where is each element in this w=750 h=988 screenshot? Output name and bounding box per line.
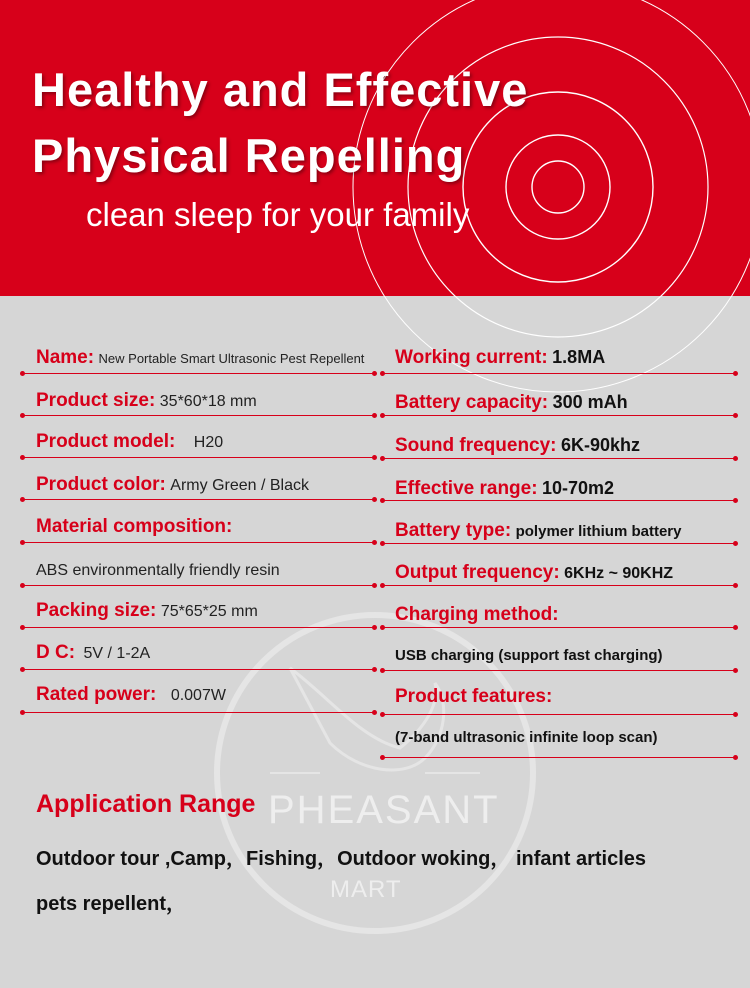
spec-label: Product features:: [395, 686, 553, 707]
application-range-title: Application Range: [36, 790, 256, 818]
spec-label: Product size:: [36, 390, 156, 411]
spec-label: Packing size:: [36, 600, 157, 621]
spec-value: 0.007W: [170, 687, 226, 704]
spec-charging-value: [395, 647, 663, 665]
divider-dot: [733, 541, 738, 546]
divider: [22, 499, 376, 500]
spec-label: D C:: [36, 642, 76, 663]
spec-charging-label: [395, 604, 559, 626]
divider-dot: [733, 625, 738, 630]
divider-dot: [380, 625, 385, 630]
spec-label: Battery type:: [395, 520, 512, 541]
divider: [22, 585, 376, 586]
spec-label: Name:: [36, 347, 95, 368]
spec-rated-power: [36, 684, 226, 706]
divider: [22, 669, 376, 670]
spec-value: Army Green / Black: [170, 477, 309, 494]
divider: [382, 500, 736, 501]
spec-label: Sound frequency:: [395, 435, 557, 456]
divider: [382, 757, 736, 758]
divider-dot: [20, 583, 25, 588]
headline-line-2: Physical Repelling: [32, 129, 466, 182]
spec-battery-capacity: [395, 392, 628, 414]
divider-dot: [20, 371, 25, 376]
spec-value: H20: [193, 434, 224, 451]
spec-label: Rated power:: [36, 684, 157, 705]
spec-label: Output frequency:: [395, 562, 560, 583]
spec-label: Product model:: [36, 431, 176, 452]
spec-value: polymer lithium battery: [515, 523, 682, 540]
divider-dot: [20, 413, 25, 418]
spec-label: Working current:: [395, 347, 548, 368]
divider: [382, 714, 736, 715]
divider-dot: [372, 583, 377, 588]
spec-label: Battery capacity:: [395, 392, 549, 413]
watermark-sub: MART: [330, 876, 402, 903]
divider-dot: [20, 625, 25, 630]
spec-material-value: [36, 562, 280, 580]
divider: [22, 712, 376, 713]
divider-dot: [20, 455, 25, 460]
spec-value: ABS environmentally friendly resin: [36, 562, 280, 579]
spec-value: 35*60*18 mm: [159, 393, 257, 410]
divider-dot: [20, 497, 25, 502]
spec-product-color: [36, 474, 309, 496]
headline-line-1: Healthy and Effective: [32, 63, 529, 116]
application-range-line-1: Outdoor tour ,Camp，Fishing，Outdoor woking， infant articles: [36, 848, 646, 870]
divider: [22, 415, 376, 416]
spec-value: 300 mAh: [552, 392, 628, 412]
divider-dot: [380, 668, 385, 673]
spec-dc: [36, 642, 150, 664]
divider-dot: [380, 583, 385, 588]
spec-material-label: [36, 516, 232, 538]
spec-label: Effective range:: [395, 478, 538, 499]
divider-dot: [372, 413, 377, 418]
divider-dot: [372, 710, 377, 715]
divider-dot: [380, 498, 385, 503]
divider-dot: [372, 540, 377, 545]
spec-value: New Portable Smart Ultrasonic Pest Repellent: [98, 351, 365, 366]
divider-dot: [20, 540, 25, 545]
divider-dot: [733, 371, 738, 376]
divider-dot: [733, 413, 738, 418]
spec-value: 10-70m2: [542, 478, 615, 498]
divider-dot: [372, 497, 377, 502]
divider-dot: [733, 498, 738, 503]
divider-dot: [372, 667, 377, 672]
divider-dot: [733, 583, 738, 588]
divider: [382, 585, 736, 586]
spec-packing-size: [36, 600, 258, 622]
spec-sound-frequency: [395, 435, 640, 457]
divider: [22, 542, 376, 543]
divider-dot: [380, 712, 385, 717]
spec-battery-type: [395, 520, 681, 542]
spec-label: Product color:: [36, 474, 166, 495]
divider-dot: [380, 413, 385, 418]
divider: [382, 670, 736, 671]
divider: [22, 373, 376, 374]
spec-working-current: [395, 347, 605, 369]
divider-dot: [372, 371, 377, 376]
spec-product-model: [36, 431, 223, 453]
divider-dot: [380, 541, 385, 546]
spec-label: Charging method:: [395, 604, 559, 625]
spec-product-size: [36, 390, 257, 412]
spec-label: Material composition:: [36, 516, 233, 537]
spec-features-value: [395, 729, 658, 747]
divider-dot: [372, 455, 377, 460]
spec-value: 75*65*25 mm: [160, 603, 258, 620]
divider-dot: [380, 456, 385, 461]
divider-dot: [20, 710, 25, 715]
subtitle: clean sleep for your family: [86, 196, 470, 233]
divider-dot: [733, 456, 738, 461]
divider: [382, 458, 736, 459]
divider-dot: [733, 712, 738, 717]
spec-value: 5V / 1-2A: [83, 645, 151, 662]
watermark-brand: PHEASANT: [268, 788, 500, 832]
divider: [382, 627, 736, 628]
application-range-line-2: pets repellent，: [36, 893, 187, 915]
divider: [382, 543, 736, 544]
spec-output-frequency: [395, 562, 673, 584]
divider-dot: [733, 668, 738, 673]
divider: [22, 457, 376, 458]
divider: [22, 627, 376, 628]
hero-banner: [0, 0, 750, 296]
divider-dot: [380, 371, 385, 376]
spec-value: 1.8MA: [552, 347, 606, 367]
divider-dot: [733, 755, 738, 760]
divider-dot: [372, 625, 377, 630]
divider-dot: [20, 667, 25, 672]
spec-value: 6K-90khz: [560, 435, 640, 455]
spec-features-label: [395, 686, 552, 708]
divider: [382, 415, 736, 416]
spec-name: [36, 347, 364, 369]
divider: [382, 373, 736, 374]
spec-effective-range: [395, 478, 614, 500]
spec-value: USB charging (support fast charging): [395, 647, 663, 664]
spec-value: (7-band ultrasonic infinite loop scan): [395, 729, 658, 746]
spec-value: 6KHz ~ 90KHZ: [564, 565, 674, 582]
divider-dot: [380, 755, 385, 760]
